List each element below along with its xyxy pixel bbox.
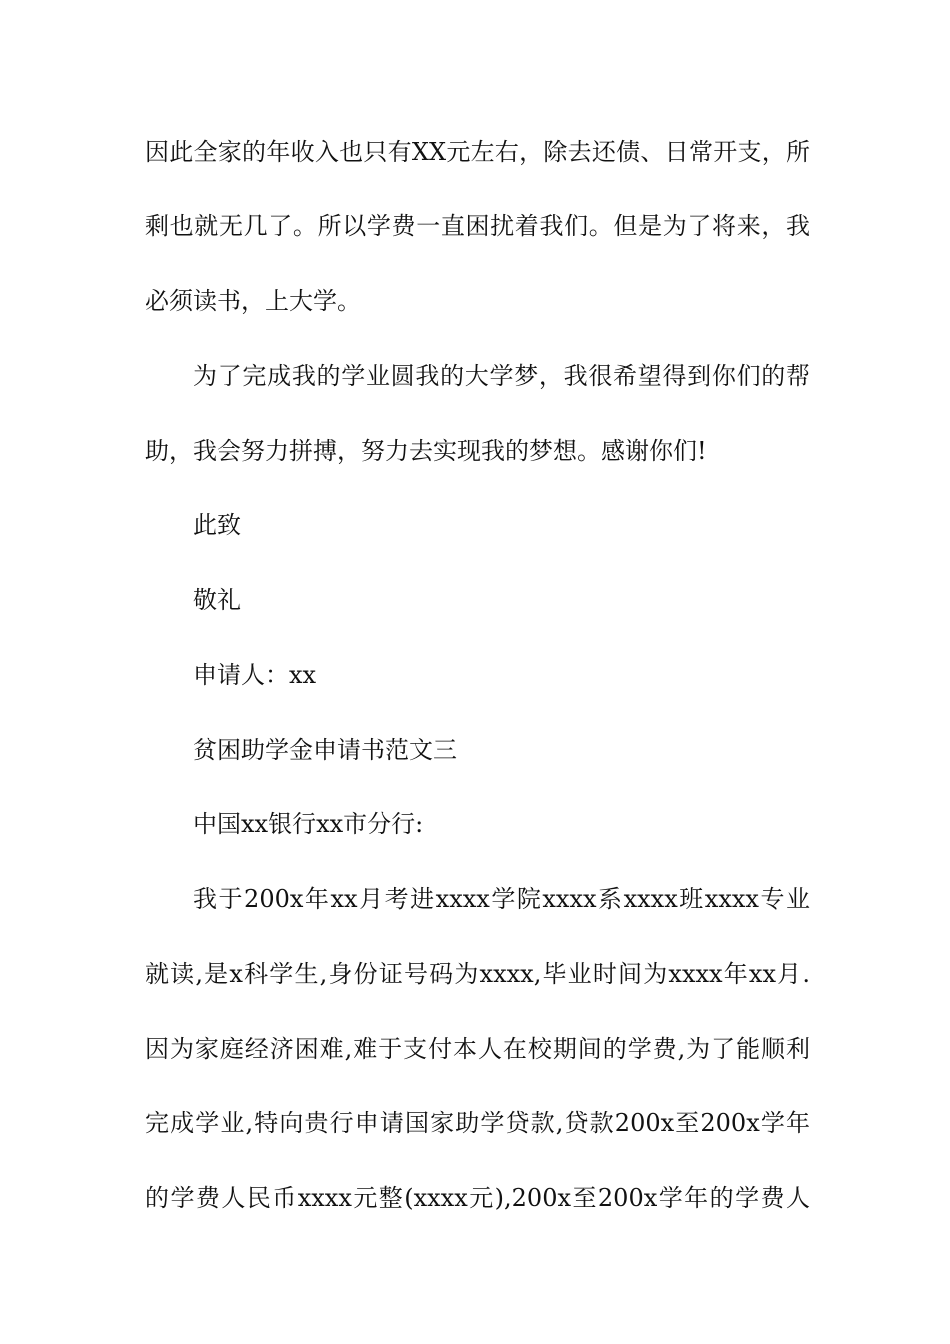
- letter-recipient: 中国xx银行xx市分行:: [193, 810, 424, 838]
- body-line-10: 的学费人民币xxxx元整(xxxx元),200x至200x学年的学费人: [145, 1184, 810, 1212]
- body-line-3: 必须读书，上大学。: [145, 287, 361, 315]
- body-line-8: 因为家庭经济困难,难于支付本人在校期间的学费,为了能顺利: [145, 1035, 810, 1063]
- body-line-6: 我于200x年xx月考进xxxx学院xxxx系xxxx班xxxx专业: [193, 885, 810, 913]
- body-line-5: 助，我会努力拼搏，努力去实现我的梦想。感谢你们!: [145, 437, 707, 465]
- body-line-9: 完成学业,特向贵行申请国家助学贷款,贷款200x至200x学年: [145, 1109, 810, 1137]
- body-line-7: 就读,是x科学生,身份证号码为xxxx,毕业时间为xxxx年xx月.: [145, 960, 810, 988]
- closing-salutation: 此致: [193, 511, 241, 539]
- closing-regards: 敬礼: [193, 586, 241, 614]
- body-line-4: 为了完成我的学业圆我的大学梦，我很希望得到你们的帮: [193, 362, 810, 390]
- body-line-2: 剩也就无几了。所以学费一直困扰着我们。但是为了将来，我: [145, 212, 810, 240]
- applicant-signature: 申请人：xx: [193, 661, 317, 689]
- body-line-1: 因此全家的年收入也只有XX元左右，除去还债、日常开支，所: [145, 138, 810, 166]
- section-heading: 贫困助学金申请书范文三: [193, 736, 457, 764]
